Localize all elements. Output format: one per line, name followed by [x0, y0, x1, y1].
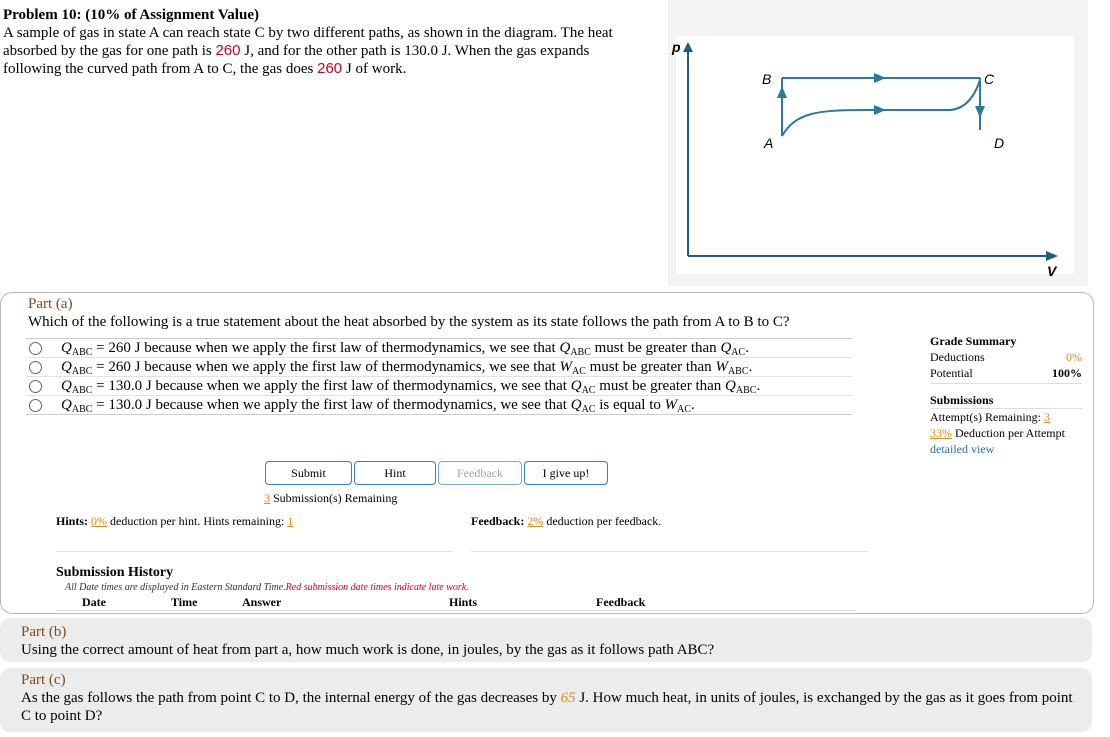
- pv-diagram-svg: [668, 0, 1088, 286]
- option-v2sub: AC: [677, 404, 692, 415]
- problem-title: Problem 10: (10% of Assignment Value): [3, 7, 259, 23]
- grade-summary: [930, 333, 1082, 457]
- deductions-value: 0%: [1066, 350, 1082, 364]
- give-up-button[interactable]: I give up!: [524, 461, 608, 485]
- option-mid: must be greater than: [595, 378, 726, 394]
- option-v1: Q: [570, 378, 582, 394]
- history-col-date: Date: [82, 595, 106, 609]
- option-value: = 130.0 J because when we apply the first law of thermodynamics, we see that: [92, 378, 571, 394]
- option-q: Q: [61, 359, 72, 375]
- option-v1sub: ABC: [570, 347, 591, 358]
- remaining-count: 3: [264, 491, 270, 505]
- attempts-label: Attempt(s) Remaining:: [930, 410, 1044, 424]
- feedback-label: Feedback:: [471, 514, 525, 528]
- feedback-pct: 2%: [527, 514, 544, 528]
- history-note-red: Red submission date times indicate late work.: [285, 582, 469, 593]
- problem-text-2: J, and for the other path is 130.0 J. When the gas expands following the curved path from A to C, the gas does: [3, 43, 590, 77]
- option-end: .: [691, 397, 695, 413]
- part-c-q1: As the gas follows the path from point C to D, the internal energy of the gas decreases by: [21, 690, 561, 706]
- feedback-button: Feedback: [438, 461, 522, 485]
- option-end: .: [748, 359, 753, 375]
- option-qsub: ABC: [71, 404, 93, 415]
- option-qsub: ABC: [71, 366, 93, 377]
- part-a-panel: [0, 292, 1094, 614]
- option-value: = 260 J because when we apply the first law of thermodynamics, we see that: [92, 359, 560, 375]
- attempts-info: [930, 408, 1082, 441]
- grade-summary-title: Grade Summary: [930, 334, 1017, 348]
- history-note-text: All Date times are displayed in Eastern Standard Time.: [65, 582, 286, 593]
- submissions-title: Submissions: [930, 393, 994, 407]
- hints-remaining: 1: [287, 514, 294, 528]
- hints-info: [56, 514, 293, 529]
- y-axis-label: p: [672, 39, 681, 55]
- option-value: = 130.0 J because when we apply the first law of thermodynamics, we see that: [92, 397, 571, 413]
- submission-history-title: Submission History: [56, 565, 174, 580]
- label-a: A: [764, 135, 774, 151]
- part-c-q2: J. How much heat, in units of joules, is exchanged by the gas as it goes from point C to point D?: [21, 690, 1073, 724]
- hints-pct: 0%: [91, 514, 108, 528]
- feedback-text: deduction per feedback.: [543, 514, 662, 528]
- hints-label: Hints:: [56, 514, 89, 528]
- potential-label: Potential: [930, 366, 973, 380]
- history-col-answer: Answer: [242, 595, 282, 609]
- part-b-question: Using the correct amount of heat from part a, how much work is done, in joules, by the gas as it follows path ABC?: [21, 642, 715, 658]
- part-c-panel[interactable]: [0, 668, 1092, 732]
- feedback-divider: [471, 551, 867, 552]
- deductions-row: [930, 349, 1082, 365]
- work-value: 260: [317, 60, 343, 77]
- pv-diagram: [668, 0, 1088, 286]
- option-qsub: ABC: [71, 385, 93, 396]
- part-b-panel[interactable]: [0, 618, 1092, 662]
- option-v1sub: AC: [571, 366, 586, 377]
- option-q: Q: [61, 378, 72, 394]
- answer-option[interactable]: [26, 377, 852, 396]
- option-v2: Q: [725, 378, 736, 394]
- part-a-question: Which of the following is a true statement about the heat absorbed by the system as its state follows the path from A to B to C?: [28, 314, 790, 330]
- hints-text: deduction per hint. Hints remaining:: [107, 514, 288, 528]
- option-v1: Q: [559, 340, 571, 356]
- deduction-text: Deduction per Attempt: [952, 426, 1065, 440]
- answer-option[interactable]: [26, 358, 852, 377]
- problem-text-3: J of work.: [342, 61, 407, 77]
- history-col-hints: Hints: [449, 595, 478, 609]
- submissions-remaining: [264, 491, 397, 506]
- radio-button[interactable]: [29, 399, 42, 412]
- radio-button[interactable]: [29, 342, 42, 355]
- part-a-title: Part (a): [28, 296, 73, 312]
- option-v1sub: AC: [581, 404, 596, 415]
- option-value: = 260 J because when we apply the first law of thermodynamics, we see that: [92, 340, 560, 356]
- radio-button[interactable]: [29, 361, 42, 374]
- history-divider: [56, 610, 856, 611]
- potential-value: 100%: [1052, 366, 1082, 380]
- history-col-time: Time: [171, 595, 198, 609]
- option-v1sub: AC: [581, 385, 596, 396]
- detailed-view-link[interactable]: detailed view: [930, 442, 995, 456]
- hints-divider: [56, 551, 452, 552]
- problem-text-1: A sample of gas in state A can reach state C by two different paths, as shown in the diagram. The heat absorbed by the gas for one path is: [3, 25, 613, 59]
- part-c-energy: 65: [560, 690, 576, 706]
- problem-statement: [3, 6, 643, 78]
- option-q: Q: [61, 397, 72, 413]
- x-axis-label: V: [1047, 263, 1057, 279]
- option-end: .: [745, 340, 749, 356]
- grade-divider: [930, 383, 1082, 384]
- deduction-pct: 33%: [930, 426, 952, 440]
- deductions-label: Deductions: [930, 350, 985, 364]
- option-v1: W: [559, 359, 572, 375]
- label-b: B: [762, 71, 772, 87]
- option-v2sub: AC: [731, 347, 746, 358]
- feedback-info: [471, 514, 661, 529]
- answer-option[interactable]: [26, 339, 852, 358]
- radio-button[interactable]: [29, 380, 42, 393]
- part-c-question: [21, 689, 1081, 725]
- option-v2: Q: [720, 340, 732, 356]
- option-qsub: ABC: [71, 347, 93, 358]
- submission-history-note: [65, 582, 469, 593]
- part-b-title: Part (b): [21, 624, 67, 640]
- answer-option[interactable]: [26, 396, 852, 414]
- label-d: D: [994, 135, 1005, 151]
- attempts-value: 3: [1043, 410, 1050, 424]
- option-v1: Q: [570, 397, 582, 413]
- answer-options: [26, 338, 852, 415]
- option-mid: is equal to: [595, 397, 665, 413]
- diagram-plot-area: [676, 36, 1074, 274]
- option-v2sub: ABC: [727, 366, 749, 377]
- heat-value: 260: [215, 42, 241, 59]
- remaining-text: Submission(s) Remaining: [270, 491, 398, 505]
- option-mid: must be greater than: [585, 359, 716, 375]
- hint-button[interactable]: Hint: [354, 461, 436, 485]
- option-mid: must be greater than: [590, 340, 721, 356]
- answer-option-text: [61, 396, 695, 419]
- part-c-title: Part (c): [21, 672, 66, 688]
- potential-row: [930, 365, 1082, 381]
- label-c: C: [984, 71, 995, 87]
- option-v2sub: ABC: [735, 385, 757, 396]
- option-end: .: [756, 378, 761, 394]
- submit-button[interactable]: Submit: [265, 461, 352, 485]
- option-q: Q: [61, 340, 72, 356]
- option-v2: W: [715, 359, 728, 375]
- option-v2: W: [664, 397, 678, 413]
- problem-text: [3, 24, 643, 78]
- history-col-feedback: Feedback: [596, 595, 646, 609]
